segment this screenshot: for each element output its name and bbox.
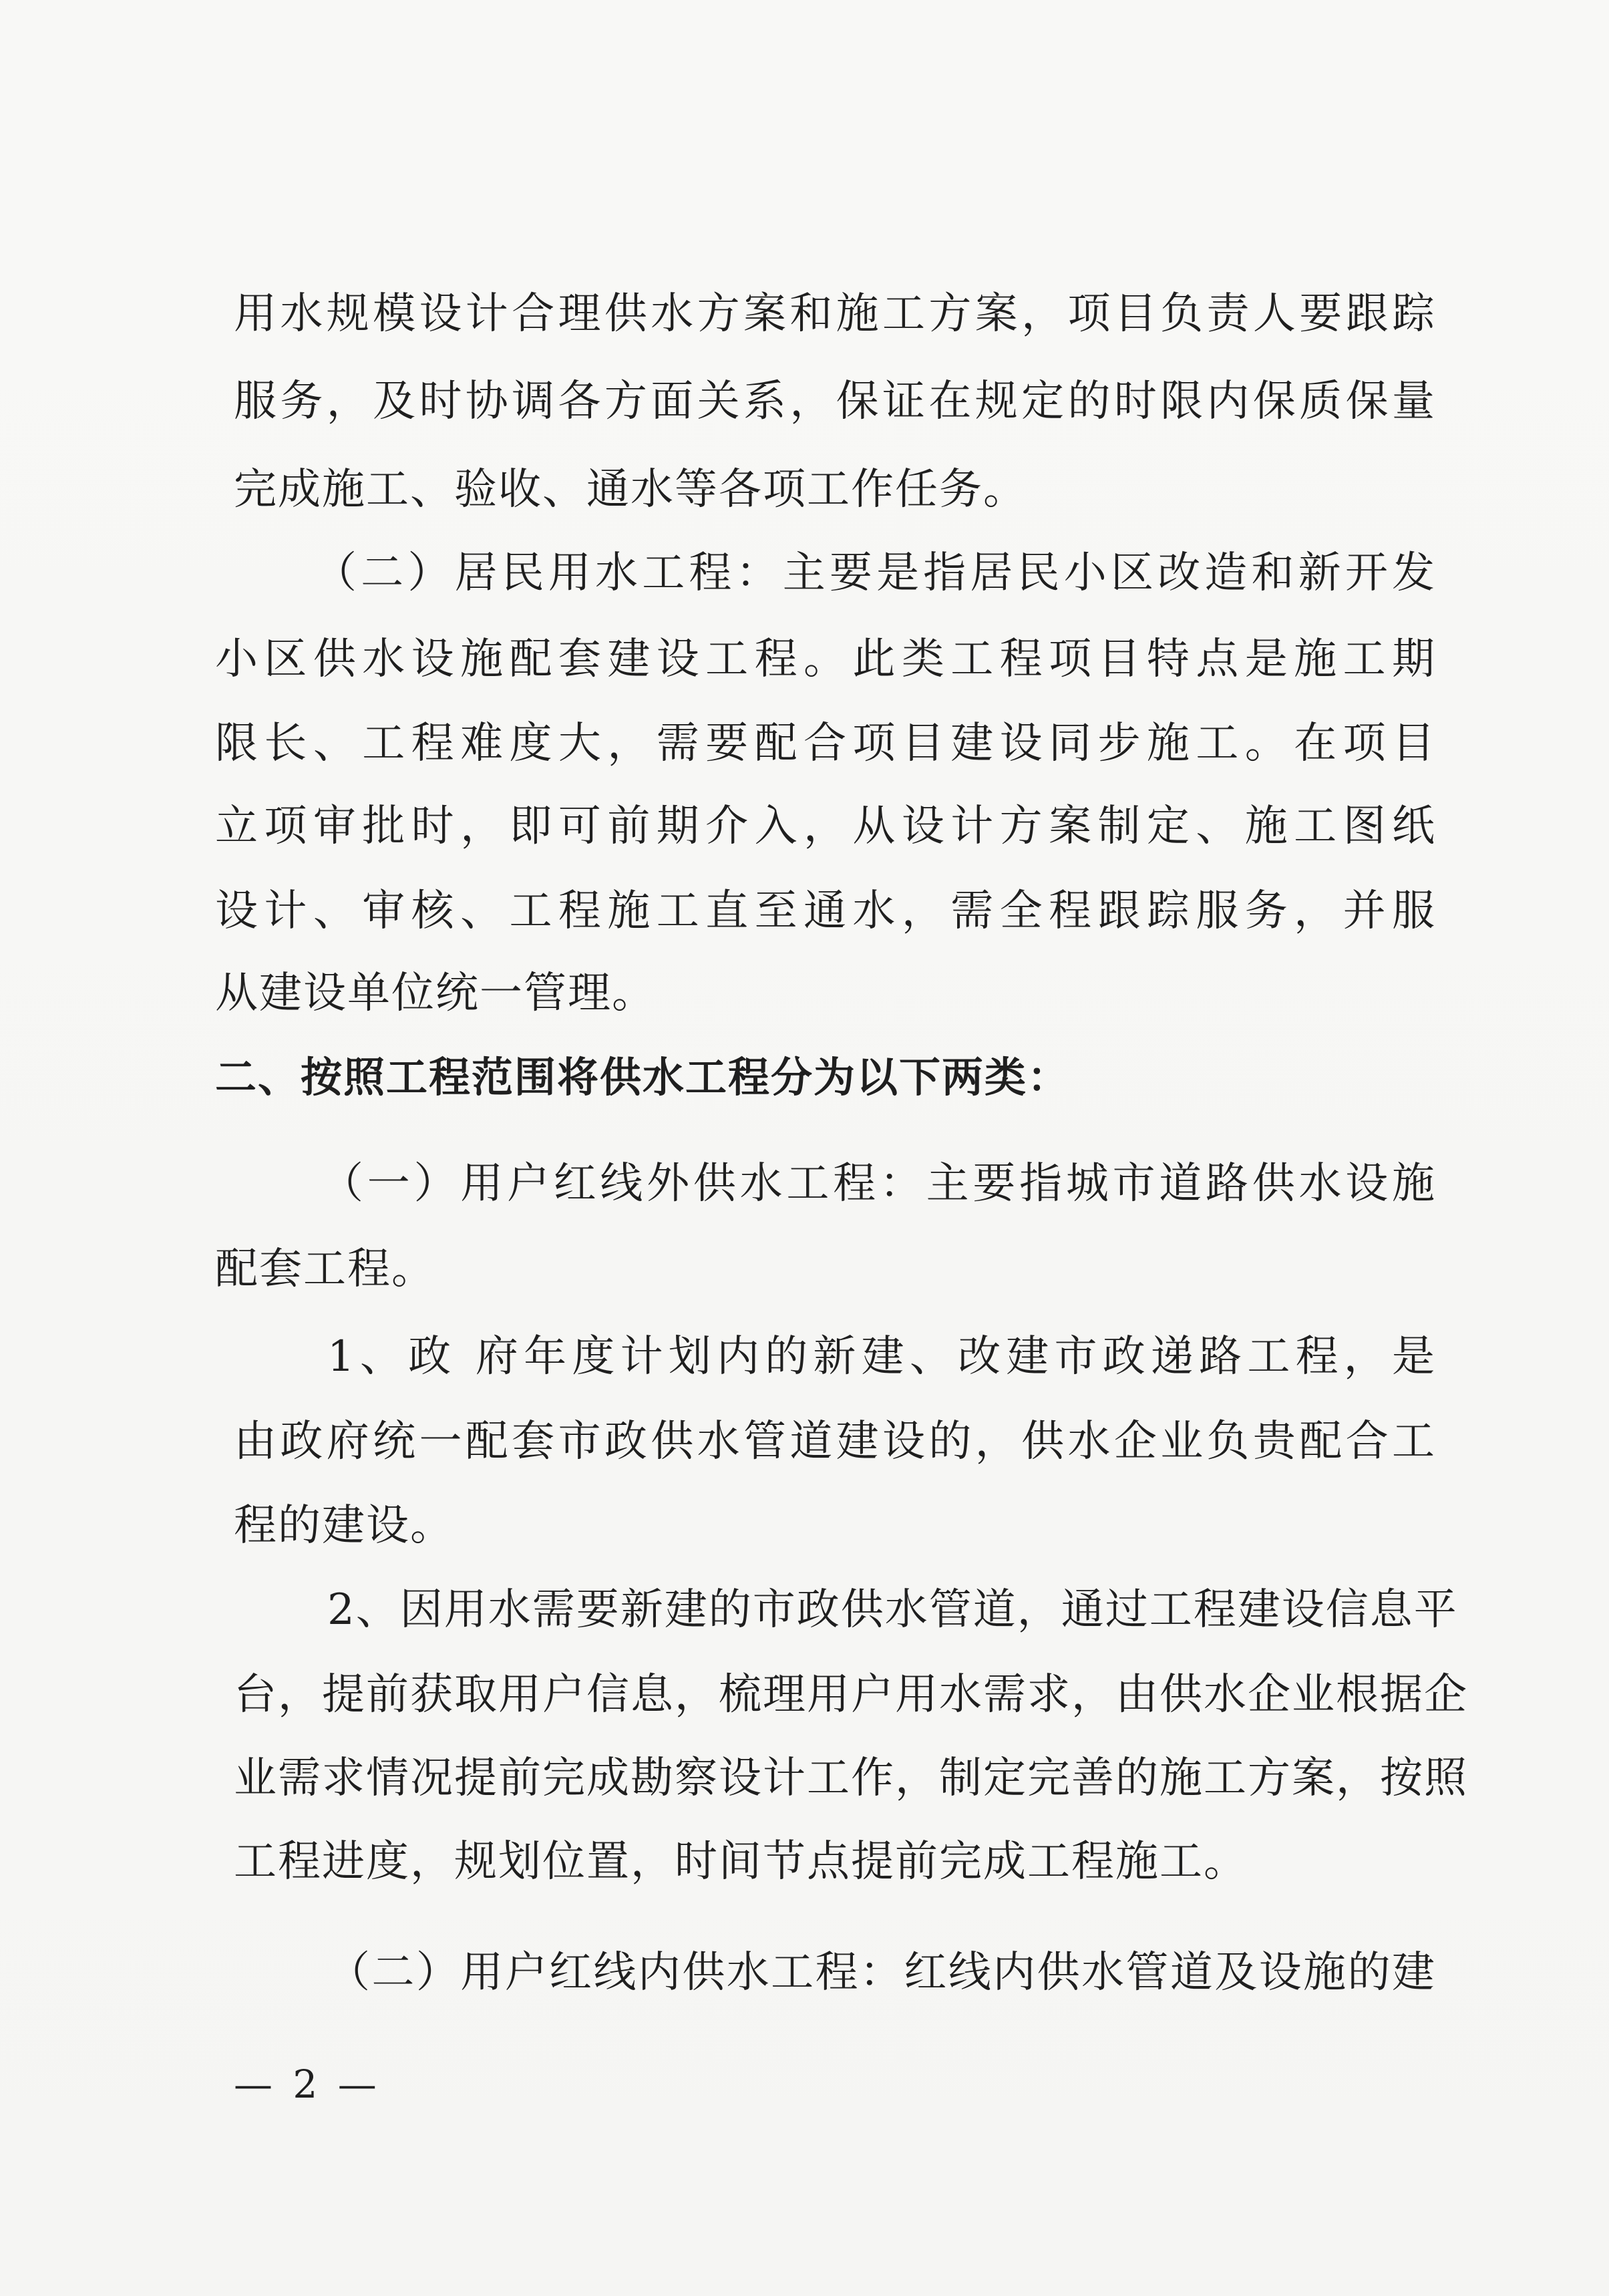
body-line-15: 程的建设。 [234, 1501, 454, 1550]
body-line-18: 业需求情况提前完成勘察设计工作，制定完善的施工方案，按照 [234, 1754, 1468, 1803]
body-line-9: 从建设单位统一管理。 [215, 969, 656, 1018]
body-line-14: 由政府统一配套市政供水管道建设的，供水企业负贵配合工 [234, 1417, 1436, 1466]
body-line-17: 台，提前获取用户信息，梳理用户用水需求，由供水企业根据企 [234, 1670, 1468, 1719]
body-line-5: 小区供水设施配套建设工程。此类工程项目特点是施工期 [215, 635, 1436, 684]
body-line-19: 工程进度，规划位置，时间节点提前完成工程施工。 [234, 1837, 1248, 1887]
body-line-3: 完成施工、验收、通水等各项工作任务。 [234, 465, 1027, 514]
body-line-20: （二）用户红线内供水工程：红线内供水管道及设施的建 [327, 1948, 1436, 1997]
body-line-11: （一）用户红线外供水工程：主要指城市道路供水设施 [321, 1159, 1436, 1208]
page-number: — 2 — [234, 2062, 381, 2107]
body-line-7: 立项审批时，即可前期介入，从设计方案制定、施工图纸 [215, 802, 1436, 851]
body-line-13: 1、政 府年度计划内的新建、改建市政递路工程，是 [327, 1332, 1436, 1381]
body-line-8: 设计、审核、工程施工直至通水，需全程跟踪服务，并服 [215, 886, 1436, 936]
body-line-4: （二）居民用水工程：主要是指居民小区改造和新开发 [314, 548, 1436, 598]
body-line-16: 2、因用水需要新建的市政供水管道，通过工程建设信息平 [327, 1585, 1458, 1635]
section-heading: 二、按照工程范围将供水工程分为以下两类： [215, 1053, 1071, 1102]
body-line-2: 服务，及时协调各方面关系，保证在规定的时限内保质保量 [234, 377, 1436, 426]
body-line-6: 限长、工程难度大，需要配合项目建设同步施工。在项目 [215, 719, 1436, 768]
body-line-12: 配套工程。 [215, 1245, 435, 1294]
body-line-1: 用水规模设计合理供水方案和施工方案，项目负责人要跟踪 [234, 289, 1436, 339]
